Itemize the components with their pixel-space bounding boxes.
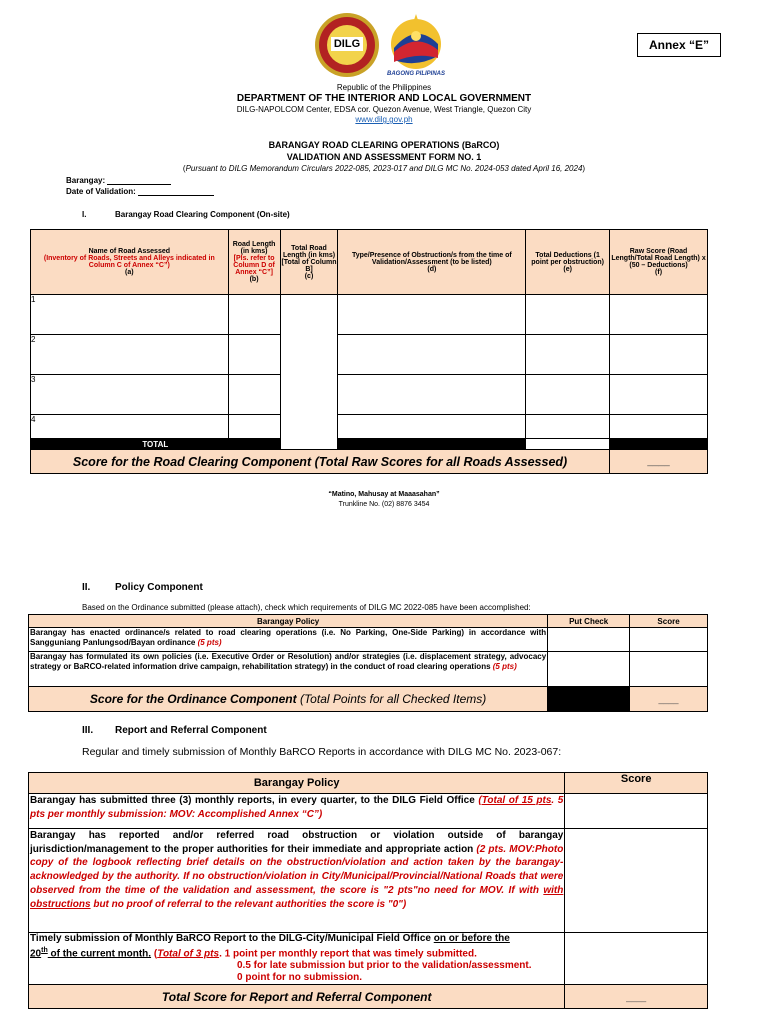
policy-score-cell[interactable] [630,652,708,687]
row-number: 3 [31,375,229,415]
road-clearing-table [30,229,708,474]
report-total-row [29,985,708,1009]
ordinance-score-row [29,687,708,712]
col-b-header: Road Length (in kms) [Pls. refer to Column D of Annex “C”] (b) [228,230,280,295]
report-row3-rule3: 0 point for no submission. [237,972,362,984]
barangay-field[interactable] [107,175,171,185]
form-title-1: BARANGAY ROAD CLEARING OPERATIONS (BaRCO) [268,140,500,150]
col-e-header: Total Deductions (1 point per obstruction) (e) [526,230,610,295]
policy-row [29,628,708,652]
row-number: 2 [31,335,229,375]
score-col-header: Score [630,615,708,628]
report-row1-points: (Total of 15 pts [478,795,552,806]
policy-score-cell[interactable] [630,628,708,652]
form-title-2: VALIDATION AND ASSESSMENT FORM NO. 1 [286,152,482,162]
motto: “Matino, Mahusay at Maaasahan” [328,491,440,498]
section3-title: Report and Referral Component [115,725,267,736]
date-label: Date of Validation: [66,187,136,196]
deductions-cell[interactable] [526,415,610,439]
raw-score-cell[interactable] [610,415,708,439]
total-row [31,439,708,450]
section2-title: Policy Component [115,582,203,593]
table-row [31,335,708,375]
report-row [29,794,708,829]
report-row2-mov-end: but no proof of referral to the relevant authorities the score is "0") [90,898,407,910]
total-deductions-cell[interactable] [526,439,610,450]
policy-row [29,652,708,687]
report-row3-points: Total of 3 pts [157,948,220,960]
policy-col-header: Barangay Policy [29,615,548,628]
road-score-row [31,450,708,474]
road-clearing-score-value[interactable]: ____ [610,450,708,474]
col-a-header: Name of Road Assessed (Inventory of Roads, Streets and Alleys indicated in Column C of Annex “C”) (a) [31,230,229,295]
section3-intro: Regular and timely submission of Monthly BaRCO Reports in accordance with DILG MC No. 2023-067: [82,746,562,758]
barangay-label: Barangay [66,176,103,185]
road-length-cell[interactable] [228,375,280,415]
department-name: DEPARTMENT OF THE INTERIOR AND LOCAL GOVERNMENT [236,93,532,104]
policy-row1-text: Barangay has enacted ordinance/s related to road clearing operations (i.e. No Parking, One-Side Parking) in accordance with Sangguniang Panlungsod/Bayan ordinance [30,628,547,647]
report-row3-month: of the current month. [47,948,152,960]
report-row3-rule1: . 1 point per monthly report that was timely submitted. [219,948,477,960]
report-row2-mov: (2 pts. MOV:Photo copy of the logbook reflecting brief details on the obstruction/violation and action taken by the barangay-acknowledged by the authority. If no obstruction/violation in City/Municipal/Provincial/National Roads that were observed from the time of the validation and assessment, the score is "2 pts"no need for MOV. If with [30,843,564,896]
total-raw-score-cell [610,439,708,450]
dilg-seal-text: DILG [333,38,361,50]
report-score-cell[interactable] [565,933,708,985]
report-row [29,829,708,933]
report-row3-text: Timely submission of Monthly BaRCO Report to the DILG-City/Municipal Field Office [30,933,434,944]
dilg-seal-logo [314,12,380,78]
put-check-cell[interactable] [548,628,630,652]
bagong-pilipinas-text: BAGONG PILIPINAS [386,71,445,77]
report-row: Timely submission of Monthly BaRCO Report to the DILG-City/Municipal Field Office on or before the 20th of the current month. (Total of 3 pts. 1 point per monthly report that was timely submitted. 0.5 for late submission but prior to the validation/assessment. 0 point for no submission. [29,933,708,985]
obstruction-cell[interactable] [338,415,526,439]
section3-number: III. [82,725,94,736]
table-row [31,295,708,335]
report-referral-table [28,772,708,1009]
total-road-length-cell[interactable] [280,295,338,450]
section2-intro: Based on the Ordinance submitted (please attach), check which requirements of DILG MC 2022-085 have been accomplished: [82,603,531,612]
road-length-cell[interactable] [228,335,280,375]
deductions-cell[interactable] [526,295,610,335]
raw-score-cell[interactable] [610,375,708,415]
ordinance-score-label: Score for the Ordinance Component [89,692,297,706]
report-row3-rule2: 0.5 for late submission but prior to the validation/assessment. [237,960,532,972]
website-link[interactable]: www.dilg.gov.ph [355,115,413,124]
annex-label: Annex “E” [637,33,721,57]
department-address: DILG-NAPOLCOM Center, EDSA cor. Quezon Avenue, West Triangle, Quezon City [236,105,532,114]
col-f-header: Raw Score (Road Length/Total Road Length) x (50 – Deductions) (f) [610,230,708,295]
ordinance-score-label-rest: (Total Points for all Checked Items) [296,692,487,706]
obstruction-cell[interactable] [338,335,526,375]
report-score-col-header: Score [565,773,708,794]
date-field[interactable] [138,186,214,196]
report-total-label: Total Score for Report and Referral Component [29,985,565,1009]
bagong-pilipinas-logo [382,12,450,82]
ordinance-blackout-cell [548,687,630,712]
report-row2-text: Barangay has reported and/or referred road obstruction or violation outside of barangay jurisdiction/management to the proper authorities for their immediate and appropriate action [30,830,564,855]
report-policy-col-header: Barangay Policy [29,773,565,794]
deductions-cell[interactable] [526,335,610,375]
report-row1-text: Barangay has submitted three (3) monthly reports, in every quarter, to the DILG Field Office [30,795,479,806]
report-total-value[interactable]: ____ [565,985,708,1009]
raw-score-cell[interactable] [610,335,708,375]
deductions-cell[interactable] [526,375,610,415]
row-number: 4 [31,415,229,439]
row-number: 1 [31,295,229,335]
road-length-cell[interactable] [228,415,280,439]
table-row [31,375,708,415]
report-row3-day: 20 [30,948,42,960]
road-length-cell[interactable] [228,295,280,335]
policy-row2-points: (5 pts) [492,662,517,671]
obstruction-cell[interactable] [338,375,526,415]
section1-title: Barangay Road Clearing Component (On-site) [115,210,290,219]
road-clearing-score-label: Score for the Road Clearing Component (Total Raw Scores for all Roads Assessed) [31,450,610,474]
trunkline: Trunkline No. (02) 8876 3454 [338,501,430,508]
put-check-cell[interactable] [548,652,630,687]
report-row3-sup: th [41,947,48,954]
republic-text: Republic of the Philippines [336,83,432,92]
col-c-header: Total Road Length (in kms) [Total of Column B] (c) [280,230,338,295]
section2-number: II. [82,582,91,593]
report-score-cell[interactable] [565,794,708,829]
col-d-header: Type/Presence of Obstruction/s from the time of Validation/Assessment (to be listed) (d) [338,230,526,295]
policy-table [28,614,708,712]
total-label: TOTAL [31,439,281,450]
report-score-cell[interactable] [565,829,708,933]
report-row3-deadline: on or before the [433,933,510,944]
form-subtitle: Pursuant to DILG Memorandum Circulars 2022-085, 2023-017 and DILG MC No. 2024-053 dated April 16, 2024 [185,164,583,173]
report-row1-mov: . 5 pts per monthly submission: MOV: Accomplished Annex “C”) [30,795,564,820]
ordinance-score-value[interactable]: ____ [630,687,708,712]
report-row2-underline: with obstructions [30,884,564,910]
policy-row2-text: Barangay has formulated its own policies (i.e. Executive Order or Resolution) and/or strategies (i.e. displacement strategy, advocacy strategy or BaRCO-related information drive campaign, rehabilitation strategy) in the conduct of road clearing operations [30,652,547,671]
table-row [31,415,708,439]
policy-row1-points: (5 pts) [197,638,222,647]
check-col-header: Put Check [548,615,630,628]
obstruction-cell[interactable] [338,295,526,335]
raw-score-cell[interactable] [610,295,708,335]
total-blackout-cell [338,439,526,450]
section1-number: I. [82,210,87,219]
